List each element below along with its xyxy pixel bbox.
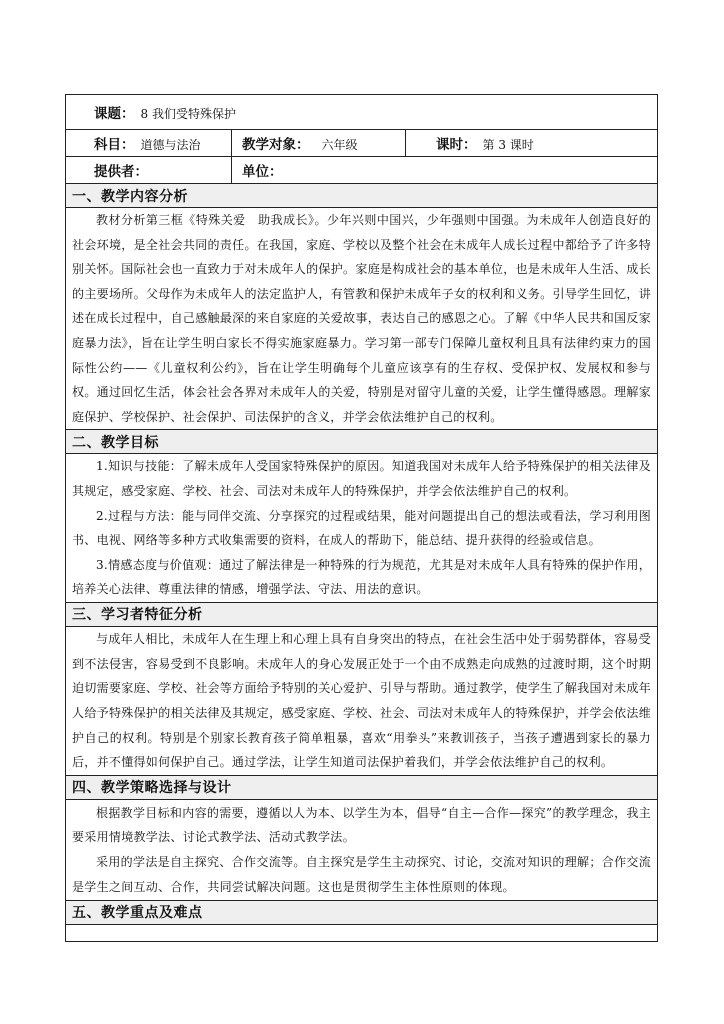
lesson-plan-page (65, 94, 657, 942)
section-header-strategy-design (66, 775, 658, 799)
paragraph: 1.知识与技能：了解未成年人受国家特殊保护的原因。知道我国对未成年人给予特殊保护的相关法律及其规定，感受家庭、学校、社会、司法对未成年人的特殊保护，并学会依法维护自己的权利。 (72, 459, 652, 498)
audience-value: 六年级 (321, 138, 358, 152)
section-body-learner-analysis (66, 626, 658, 775)
section-header-content-analysis (66, 184, 658, 208)
section-title: 五、教学重点及难点 (72, 905, 203, 922)
paragraph: 教材分析第三框《特殊关爱 助我成长》。少年兴则中国兴，少年强则中国强。为未成年人创造良好的社会环境，是全社会共同的责任。在我国，家庭、学校以及整个社会在未成年人成长过程中都给予了许多特别关怀。国际社会也一直致力于对未成年人的保护。家庭是构成社会的基本单位，也是未成年人生活、成长的主要场所。父母作为未成年人的法定监护人，有管教和保护未成年子女的权利和义务。引导学生回忆，讲述在成长过程中，自己感触最深的来自家庭的关爱故事，表达自己的感恩之心。了解《中华人民共和国反家庭暴力法》，旨在让学生明白家长不得实施家庭暴力。学习第一部专门保障儿童权利且具有法律约束力的国际性公约——《儿童权利公约》，旨在让学生明确每个儿童应该享有的生存权、受保护权、发展权和参与权。通过回忆生活，体会社会各界对未成年人的关爱，特别是对留守儿童的关爱，让学生懂得感恩。理解家庭保护、学校保护、社会保护、司法保护的含义，并学会依法维护自己的权利。 (72, 213, 652, 424)
section-body-key-points (66, 924, 658, 941)
section-body-content-analysis (66, 208, 658, 430)
paragraph: 根据教学目标和内容的需要，遵循以人为本、以学生为本，倡导“自主—合作—探究”的教学理念，我主要采用情境教学法、讨论式教学法、活动式教学法。 (72, 805, 652, 845)
section-header-teaching-objectives (66, 430, 658, 454)
audience-label: 教学对象： (242, 137, 310, 153)
section-body-teaching-objectives (66, 454, 658, 603)
section-body-strategy-design (66, 799, 658, 900)
provider-label: 提供者： (94, 164, 148, 180)
topic-label: 课题： (94, 106, 135, 122)
section-title: 二、教学目标 (72, 434, 159, 451)
section-header-learner-analysis (66, 602, 658, 626)
section-header-key-points (66, 900, 658, 924)
unit-label: 单位： (242, 164, 283, 180)
topic-value: 8 我们受特殊保护 (140, 107, 236, 121)
section-title: 一、教学内容分析 (72, 188, 188, 205)
period-label: 课时： (436, 137, 477, 153)
provider-row (66, 157, 658, 184)
subject-row (66, 130, 658, 157)
section-title: 四、教学策略选择与设计 (72, 780, 232, 797)
lesson-plan-table (65, 94, 658, 942)
paragraph: 3.情感态度与价值观：通过了解法律是一种特殊的行为规范，尤其是对未成年人具有特殊的保护作用，培养关心法律、尊重法律的情感，增强学法、守法、用法的意识。 (72, 557, 652, 597)
period-value: 第 3 课时 (482, 138, 534, 152)
section-title: 三、学习者特征分析 (72, 607, 203, 624)
paragraph: 与成年人相比，未成年人在生理上和心理上具有自身突出的特点，在社会生活中处于弱势群体，容易受到不法侵害，容易受到不良影响。未成年人的身心发展正处于一个由不成熟走向成熟的过渡时期，这个时期迫切需要家庭、学校、社会等方面给予特别的关心爱护、引导与帮助。通过教学，使学生了解我国对未成年人给予特殊保护的相关法律及其规定，感受家庭、学校、社会、司法对未成年人的特殊保护，并学会依法维护自己的权利。特别是个别家长教育孩子简单粗暴，喜欢“用拳头”来教训孩子，当孩子遭遇到家长的暴力后，并不懂得如何保护自己。通过学法，让学生知道司法保护着我们，并学会依法维护自己的权利。 (72, 632, 652, 770)
subject-label: 科目： (94, 137, 135, 153)
topic-row (66, 95, 658, 130)
paragraph: 采用的学法是自主探究、合作交流等。自主探究是学生主动探究、讨论，交流对知识的理解；合作交流是学生之间互动、合作，共同尝试解决问题。这也是贯彻学生主体性原则的体现。 (72, 854, 652, 894)
subject-value: 道德与法治 (140, 138, 201, 152)
paragraph: 2.过程与方法：能与同伴交流、分享探究的过程或结果，能对问题提出自己的想法或看法，学习利用图书、电视、网络等多种方式收集需要的资料，在成人的帮助下，能总结、提升获得的经验或信息。 (72, 508, 652, 548)
